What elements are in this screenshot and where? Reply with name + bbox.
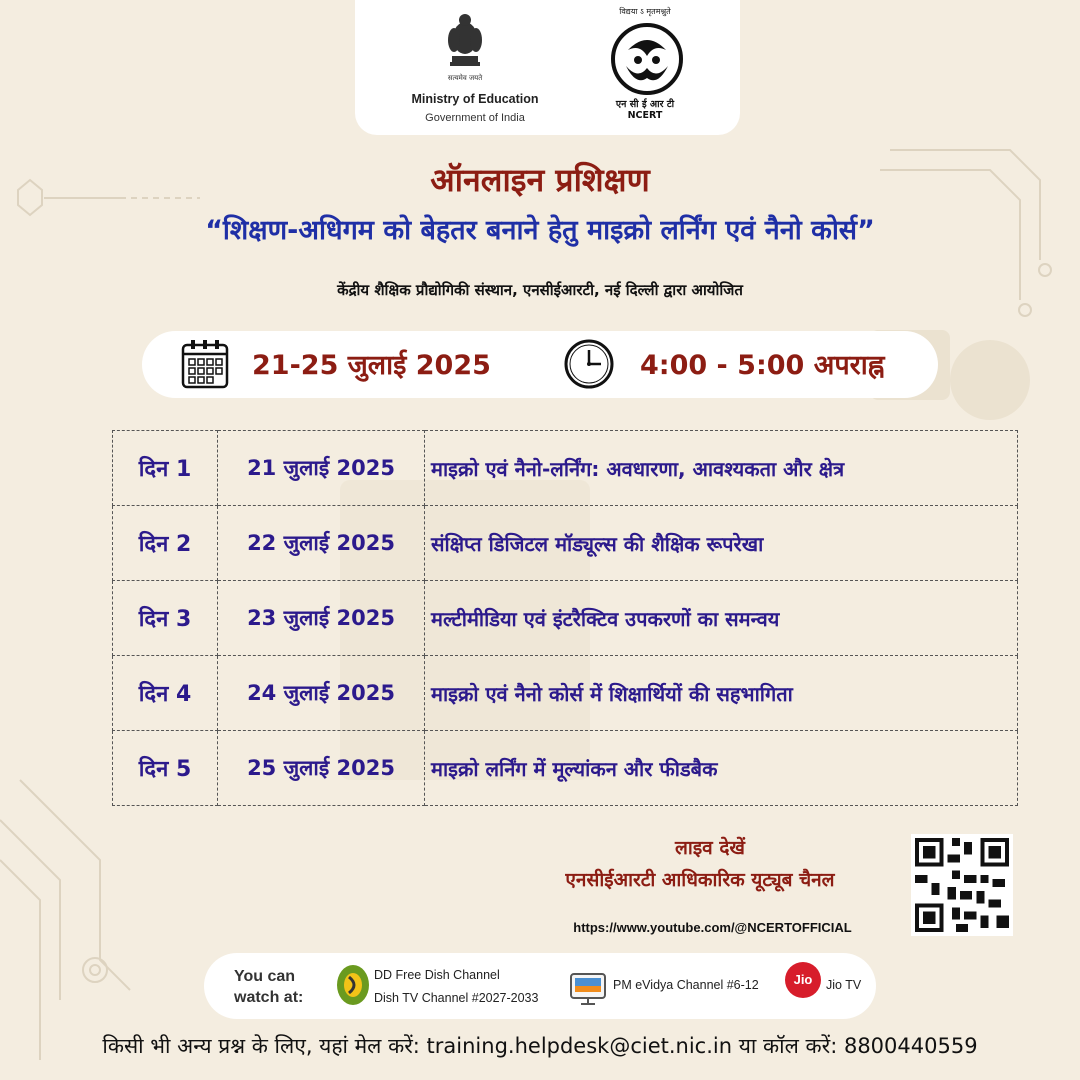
- table-row: [113, 731, 1018, 806]
- dish-tv-label: Dish TV Channel #2027-2033: [374, 991, 539, 1005]
- dd-free-dish-label: DD Free Dish Channel: [374, 968, 500, 982]
- date-cell: 24 जुलाई 2025: [218, 656, 425, 731]
- topic-cell: मल्टीमीडिया एवं इंटरैक्टिव उपकरणों का समन्वय: [425, 581, 1018, 656]
- day-cell: दिन 1: [113, 431, 218, 506]
- ministry-title: Ministry of Education: [411, 92, 539, 106]
- ncert-name-english: NCERT: [627, 110, 663, 121]
- ministry-subtitle: Government of India: [425, 112, 525, 124]
- course-title: “शिक्षण-अधिगम को बेहतर बनाने हेतु माइक्रो लर्निंग एवं नैनो कोर्स”: [205, 215, 875, 246]
- schedule-table: [112, 430, 1018, 806]
- topic-cell: माइक्रो लर्निंग में मूल्यांकन और फीडबैक: [425, 731, 1018, 806]
- qr-code-icon[interactable]: [911, 834, 1013, 936]
- page-title: ऑनलाइन प्रशिक्षण: [430, 161, 650, 199]
- date-range: 21-25 जुलाई 2025: [252, 350, 491, 381]
- date-cell: 21 जुलाई 2025: [218, 431, 425, 506]
- watch-at-label: You can watch at:: [234, 968, 304, 1006]
- date-cell: 25 जुलाई 2025: [218, 731, 425, 806]
- live-watch-label: लाइव देखें: [675, 837, 745, 859]
- ncert-name-hindi: एन सी ई आर टी: [615, 99, 675, 110]
- table-row: [113, 506, 1018, 581]
- day-cell: दिन 4: [113, 656, 218, 731]
- jio-logo-text: Jio: [793, 972, 813, 987]
- jio-tv-label: Jio TV: [826, 978, 862, 992]
- day-cell: दिन 2: [113, 506, 218, 581]
- topic-cell: संक्षिप्त डिजिटल मॉड्यूल्स की शैक्षिक रूपरेखा: [425, 506, 1018, 581]
- national-emblem-icon: [440, 8, 490, 88]
- time-range: 4:00 - 5:00 अपराह्न: [640, 350, 885, 381]
- emblem-motto: सत्यमेव जयते: [447, 74, 483, 82]
- contact-line: किसी भी अन्य प्रश्न के लिए, यहां मेल करें: training.helpdesk@ciet.nic.in या कॉल करें: 8800440559: [102, 1034, 978, 1058]
- topic-cell: माइक्रो एवं नैनो-लर्निंग: अवधारणा, आवश्यकता और क्षेत्र: [425, 431, 1018, 506]
- pm-evidya-label: PM eVidya Channel #6-12: [613, 978, 759, 992]
- table-row: [113, 656, 1018, 731]
- table-row: [113, 581, 1018, 656]
- youtube-channel-label: एनसीईआरटी आधिकारिक यूट्यूब चैनल: [565, 869, 835, 891]
- clock-icon: [563, 338, 615, 390]
- day-cell: दिन 3: [113, 581, 218, 656]
- ncert-logo-icon: [608, 20, 686, 98]
- date-cell: 23 जुलाई 2025: [218, 581, 425, 656]
- date-cell: 22 जुलाई 2025: [218, 506, 425, 581]
- calendar-icon: [180, 338, 230, 390]
- organizer-line: केंद्रीय शैक्षिक प्रौद्योगिकी संस्थान, एनसीईआरटी, नई दिल्ली द्वारा आयोजित: [337, 281, 743, 299]
- table-row: [113, 431, 1018, 506]
- pm-evidya-icon: [567, 964, 609, 1006]
- youtube-link[interactable]: https://www.youtube.com/@NCERTOFFICIAL: [573, 920, 852, 935]
- topic-cell: माइक्रो एवं नैनो कोर्स में शिक्षार्थियों की सहभागिता: [425, 656, 1018, 731]
- day-cell: दिन 5: [113, 731, 218, 806]
- ncert-tagline: विद्यया ऽ मृतमश्नुते: [619, 7, 671, 16]
- dd-free-dish-icon: [335, 963, 371, 1007]
